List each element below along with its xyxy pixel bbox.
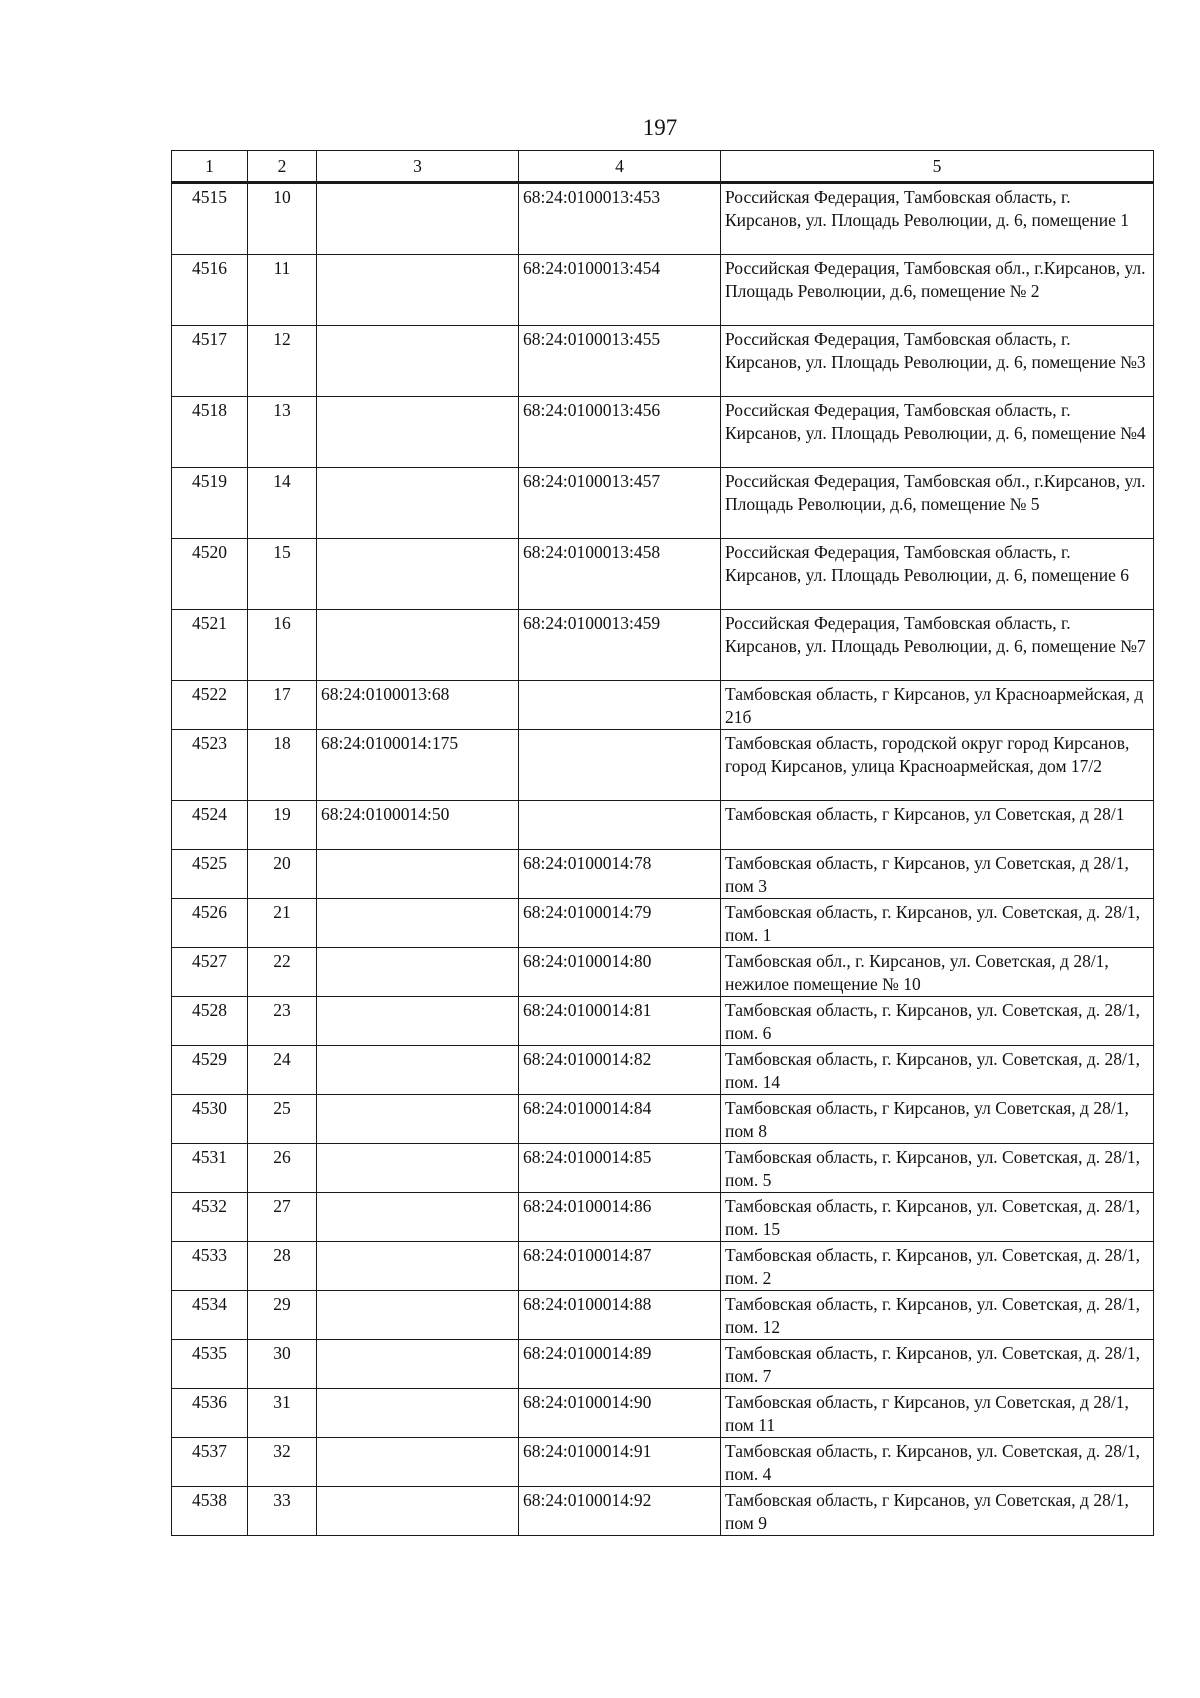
row-number: 4530	[172, 1095, 248, 1144]
cadastral-number-col3	[317, 539, 519, 610]
cadastral-number-col3	[317, 610, 519, 681]
table-row	[172, 730, 1154, 801]
cadastral-number-col4: 68:24:0100014:91	[519, 1438, 721, 1487]
row-index: 18	[248, 730, 317, 801]
cadastral-number-col3	[317, 1340, 519, 1389]
address: Российская Федерация, Тамбовская область, г. Кирсанов, ул. Площадь Революции, д. 6, помещение №3	[721, 326, 1154, 397]
cadastral-number-col3	[317, 1242, 519, 1291]
cadastral-number-col3	[317, 850, 519, 899]
page-number: 197	[642, 115, 678, 140]
column-header-2: 2	[248, 151, 317, 183]
cadastral-number-col4: 68:24:0100014:84	[519, 1095, 721, 1144]
address: Российская Федерация, Тамбовская обл., г.Кирсанов, ул. Площадь Революции, д.6, помещение № 2	[721, 255, 1154, 326]
row-index: 11	[248, 255, 317, 326]
table-row	[172, 1340, 1154, 1389]
cadastral-number-col4: 68:24:0100013:454	[519, 255, 721, 326]
row-index: 13	[248, 397, 317, 468]
cadastral-number-col4: 68:24:0100014:90	[519, 1389, 721, 1438]
address: Тамбовская обл., г. Кирсанов, ул. Советская, д 28/1, нежилое помещение № 10	[721, 948, 1154, 997]
cadastral-number-col3	[317, 183, 519, 255]
address: Тамбовская область, г. Кирсанов, ул. Советская, д. 28/1, пом. 5	[721, 1144, 1154, 1193]
column-header-5: 5	[721, 151, 1154, 183]
row-index: 32	[248, 1438, 317, 1487]
cadastral-number-col4: 68:24:0100014:79	[519, 899, 721, 948]
cadastral-number-col3	[317, 1487, 519, 1536]
address: Российская Федерация, Тамбовская область, г. Кирсанов, ул. Площадь Революции, д. 6, помещение 6	[721, 539, 1154, 610]
address: Тамбовская область, г. Кирсанов, ул. Советская, д. 28/1, пом. 2	[721, 1242, 1154, 1291]
address: Тамбовская область, г Кирсанов, ул Советская, д 28/1, пом 9	[721, 1487, 1154, 1536]
row-index: 19	[248, 801, 317, 850]
cadastral-number-col4: 68:24:0100014:86	[519, 1193, 721, 1242]
row-index: 15	[248, 539, 317, 610]
table-row	[172, 997, 1154, 1046]
table-row	[172, 1046, 1154, 1095]
cadastral-number-col4: 68:24:0100013:456	[519, 397, 721, 468]
row-number: 4526	[172, 899, 248, 948]
row-number: 4523	[172, 730, 248, 801]
table-row	[172, 1144, 1154, 1193]
row-index: 10	[248, 183, 317, 255]
table-row	[172, 681, 1154, 730]
cadastral-number-col3	[317, 899, 519, 948]
cadastral-number-col4: 68:24:0100014:87	[519, 1242, 721, 1291]
table-row	[172, 255, 1154, 326]
row-number: 4527	[172, 948, 248, 997]
row-number: 4537	[172, 1438, 248, 1487]
table-row	[172, 1095, 1154, 1144]
address: Тамбовская область, г Кирсанов, ул Красноармейская, д 21б	[721, 681, 1154, 730]
address: Тамбовская область, г Кирсанов, ул Советская, д 28/1	[721, 801, 1154, 850]
cadastral-number-col4: 68:24:0100014:80	[519, 948, 721, 997]
row-number: 4533	[172, 1242, 248, 1291]
table-row	[172, 801, 1154, 850]
row-index: 30	[248, 1340, 317, 1389]
cadastral-number-col4: 68:24:0100013:459	[519, 610, 721, 681]
row-number: 4519	[172, 468, 248, 539]
row-number: 4524	[172, 801, 248, 850]
row-index: 14	[248, 468, 317, 539]
cadastral-number-col3: 68:24:0100014:50	[317, 801, 519, 850]
cadastral-number-col4: 68:24:0100014:89	[519, 1340, 721, 1389]
address: Тамбовская область, г. Кирсанов, ул. Советская, д. 28/1, пом. 6	[721, 997, 1154, 1046]
cadastral-number-col3	[317, 948, 519, 997]
cadastral-number-col3	[317, 1291, 519, 1340]
address: Тамбовская область, г Кирсанов, ул Советская, д 28/1, пом 8	[721, 1095, 1154, 1144]
cadastral-number-col4	[519, 730, 721, 801]
row-number: 4536	[172, 1389, 248, 1438]
address: Тамбовская область, городской округ город Кирсанов, город Кирсанов, улица Красноармейская, дом 17/2	[721, 730, 1154, 801]
row-index: 31	[248, 1389, 317, 1438]
cadastral-number-col3	[317, 397, 519, 468]
row-index: 27	[248, 1193, 317, 1242]
cadastral-number-col4: 68:24:0100013:453	[519, 183, 721, 255]
table-row	[172, 468, 1154, 539]
row-number: 4518	[172, 397, 248, 468]
row-number: 4522	[172, 681, 248, 730]
cadastral-number-col4: 68:24:0100013:457	[519, 468, 721, 539]
row-index: 28	[248, 1242, 317, 1291]
table-row	[172, 899, 1154, 948]
table-row	[172, 1389, 1154, 1438]
cadastral-number-col3	[317, 1389, 519, 1438]
row-number: 4516	[172, 255, 248, 326]
cadastral-number-col3	[317, 1438, 519, 1487]
address: Тамбовская область, г Кирсанов, ул Советская, д 28/1, пом 11	[721, 1389, 1154, 1438]
row-number: 4517	[172, 326, 248, 397]
table-row	[172, 1291, 1154, 1340]
header-row	[172, 151, 1154, 183]
column-header-1: 1	[172, 151, 248, 183]
address: Тамбовская область, г. Кирсанов, ул. Советская, д. 28/1, пом. 14	[721, 1046, 1154, 1095]
cadastral-number-col3: 68:24:0100014:175	[317, 730, 519, 801]
cadastral-number-col4: 68:24:0100014:81	[519, 997, 721, 1046]
row-index: 26	[248, 1144, 317, 1193]
column-header-4: 4	[519, 151, 721, 183]
table-row	[172, 397, 1154, 468]
cadastral-number-col4: 68:24:0100014:92	[519, 1487, 721, 1536]
table-row	[172, 850, 1154, 899]
address: Российская Федерация, Тамбовская область, г. Кирсанов, ул. Площадь Революции, д. 6, помещение 1	[721, 183, 1154, 255]
table-row	[172, 610, 1154, 681]
row-index: 22	[248, 948, 317, 997]
row-number: 4532	[172, 1193, 248, 1242]
address: Российская Федерация, Тамбовская область, г. Кирсанов, ул. Площадь Революции, д. 6, помещение №7	[721, 610, 1154, 681]
row-number: 4525	[172, 850, 248, 899]
address: Российская Федерация, Тамбовская обл., г.Кирсанов, ул. Площадь Революции, д.6, помещение № 5	[721, 468, 1154, 539]
address: Тамбовская область, г. Кирсанов, ул. Советская, д. 28/1, пом. 4	[721, 1438, 1154, 1487]
row-number: 4535	[172, 1340, 248, 1389]
cadastral-number-col3	[317, 1095, 519, 1144]
row-number: 4538	[172, 1487, 248, 1536]
table-row	[172, 1242, 1154, 1291]
row-number: 4528	[172, 997, 248, 1046]
row-index: 21	[248, 899, 317, 948]
column-header-3: 3	[317, 151, 519, 183]
row-index: 25	[248, 1095, 317, 1144]
cadastral-number-col3	[317, 1144, 519, 1193]
cadastral-number-col3	[317, 255, 519, 326]
row-index: 16	[248, 610, 317, 681]
row-number: 4520	[172, 539, 248, 610]
address: Российская Федерация, Тамбовская область, г. Кирсанов, ул. Площадь Революции, д. 6, помещение №4	[721, 397, 1154, 468]
row-number: 4529	[172, 1046, 248, 1095]
table-row	[172, 1193, 1154, 1242]
cadastral-number-col4: 68:24:0100014:88	[519, 1291, 721, 1340]
cadastral-number-col3	[317, 1193, 519, 1242]
row-index: 20	[248, 850, 317, 899]
cadastral-number-col4: 68:24:0100013:458	[519, 539, 721, 610]
cadastral-number-col3: 68:24:0100013:68	[317, 681, 519, 730]
row-index: 24	[248, 1046, 317, 1095]
cadastral-number-col4: 68:24:0100014:82	[519, 1046, 721, 1095]
table-row	[172, 1487, 1154, 1536]
row-index: 17	[248, 681, 317, 730]
table-row	[172, 1438, 1154, 1487]
address: Тамбовская область, г. Кирсанов, ул. Советская, д. 28/1, пом. 12	[721, 1291, 1154, 1340]
row-index: 23	[248, 997, 317, 1046]
cadastral-number-col4: 68:24:0100014:85	[519, 1144, 721, 1193]
table-row	[172, 539, 1154, 610]
address: Тамбовская область, г. Кирсанов, ул. Советская, д. 28/1, пом. 1	[721, 899, 1154, 948]
address: Тамбовская область, г. Кирсанов, ул. Советская, д. 28/1, пом. 15	[721, 1193, 1154, 1242]
row-number: 4534	[172, 1291, 248, 1340]
cadastral-number-col4: 68:24:0100014:78	[519, 850, 721, 899]
address: Тамбовская область, г Кирсанов, ул Советская, д 28/1, пом 3	[721, 850, 1154, 899]
row-index: 29	[248, 1291, 317, 1340]
row-number: 4521	[172, 610, 248, 681]
row-index: 12	[248, 326, 317, 397]
cadastral-number-col3	[317, 326, 519, 397]
cadastral-number-col4	[519, 681, 721, 730]
table-row	[172, 183, 1154, 255]
table-row	[172, 326, 1154, 397]
row-number: 4531	[172, 1144, 248, 1193]
row-index: 33	[248, 1487, 317, 1536]
cadastral-number-col3	[317, 468, 519, 539]
cadastral-number-col4	[519, 801, 721, 850]
cadastral-number-col3	[317, 997, 519, 1046]
register-table	[171, 150, 1154, 1536]
table-row	[172, 948, 1154, 997]
row-number: 4515	[172, 183, 248, 255]
cadastral-number-col4: 68:24:0100013:455	[519, 326, 721, 397]
address: Тамбовская область, г. Кирсанов, ул. Советская, д. 28/1, пом. 7	[721, 1340, 1154, 1389]
cadastral-number-col3	[317, 1046, 519, 1095]
